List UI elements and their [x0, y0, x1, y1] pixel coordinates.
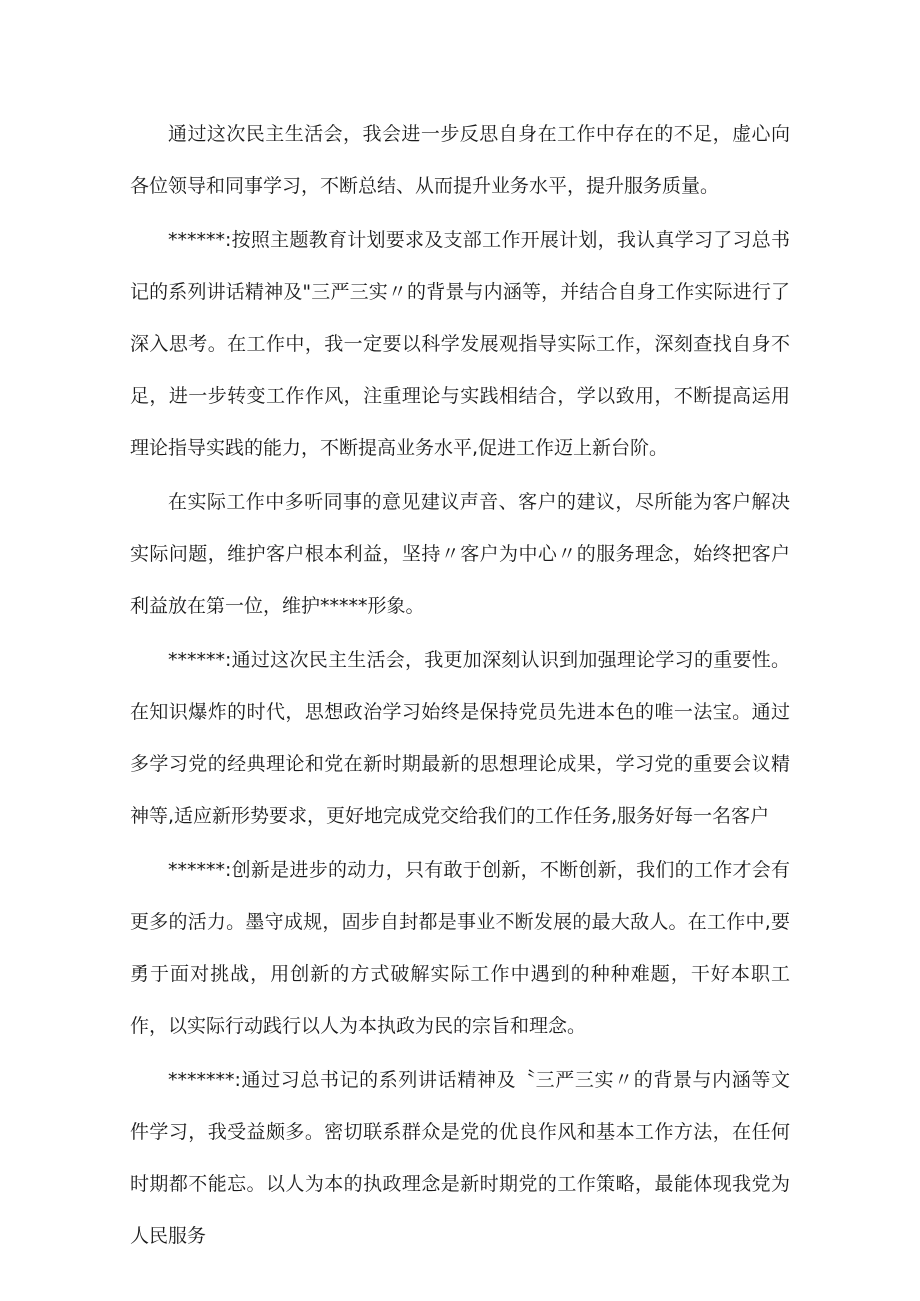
paragraph-5: ******:创新是进步的动力，只有敢于创新，不断创新，我们的工作才会有更多的活力。墨守成规，固步自封都是事业不断发展的最大敌人。在工作中,要勇于面对挑战，用创新的方式破解实际工作中遇到的种种难题，干好本职工作，以实际行动践行以人为本执政为民的宗旨和理念。	[130, 859, 790, 1037]
paragraph-1: 通过这次民主生活会，我会进一步反思自身在工作中存在的不足，虚心向各位领导和同事学习，不断总结、从而提升业务水平，提升服务质量。	[130, 123, 790, 197]
paragraph-6: *******:通过习总书记的系列讲话精神及〝三严三实〃的背景与内涵等文件学习，我受益颇多。密切联系群众是党的优良作风和基本工作方法，在任何时期都不能忘。以人为本的执政理念是新时期党的工作策略，最能体现我党为人民服务	[130, 1069, 790, 1247]
paragraph-4: ******:通过这次民主生活会，我更加深刻认识到加强理论学习的重要性。在知识爆炸的时代，思想政治学习始终是保持党员先进本色的唯一法宝。通过多学习党的经典理论和党在新时期最新的思想理论成果，学习党的重要会议精神等,适应新形势要求，更好地完成党交给我们的工作任务,服务好每一名客户	[130, 649, 790, 827]
paragraph-3: 在实际工作中多听同事的意见建议声音、客户的建议，尽所能为客户解决实际问题，维护客户根本利益，坚持〃客户为中心〃的服务理念，始终把客户利益放在第一位，维护*****形象。	[130, 491, 790, 617]
paragraph-2: ******:按照主题教育计划要求及支部工作开展计划，我认真学习了习总书记的系列讲话精神及"三严三实〃的背景与内涵等，并结合自身工作实际进行了深入思考。在工作中，我一定要以科学发展观指导实际工作，深刻查找自身不足，进一步转变工作作风，注重理论与实践相结合，学以致用，不断提高运用理论指导实践的能力，不断提高业务水平,促进工作迈上新台阶。	[130, 229, 790, 459]
